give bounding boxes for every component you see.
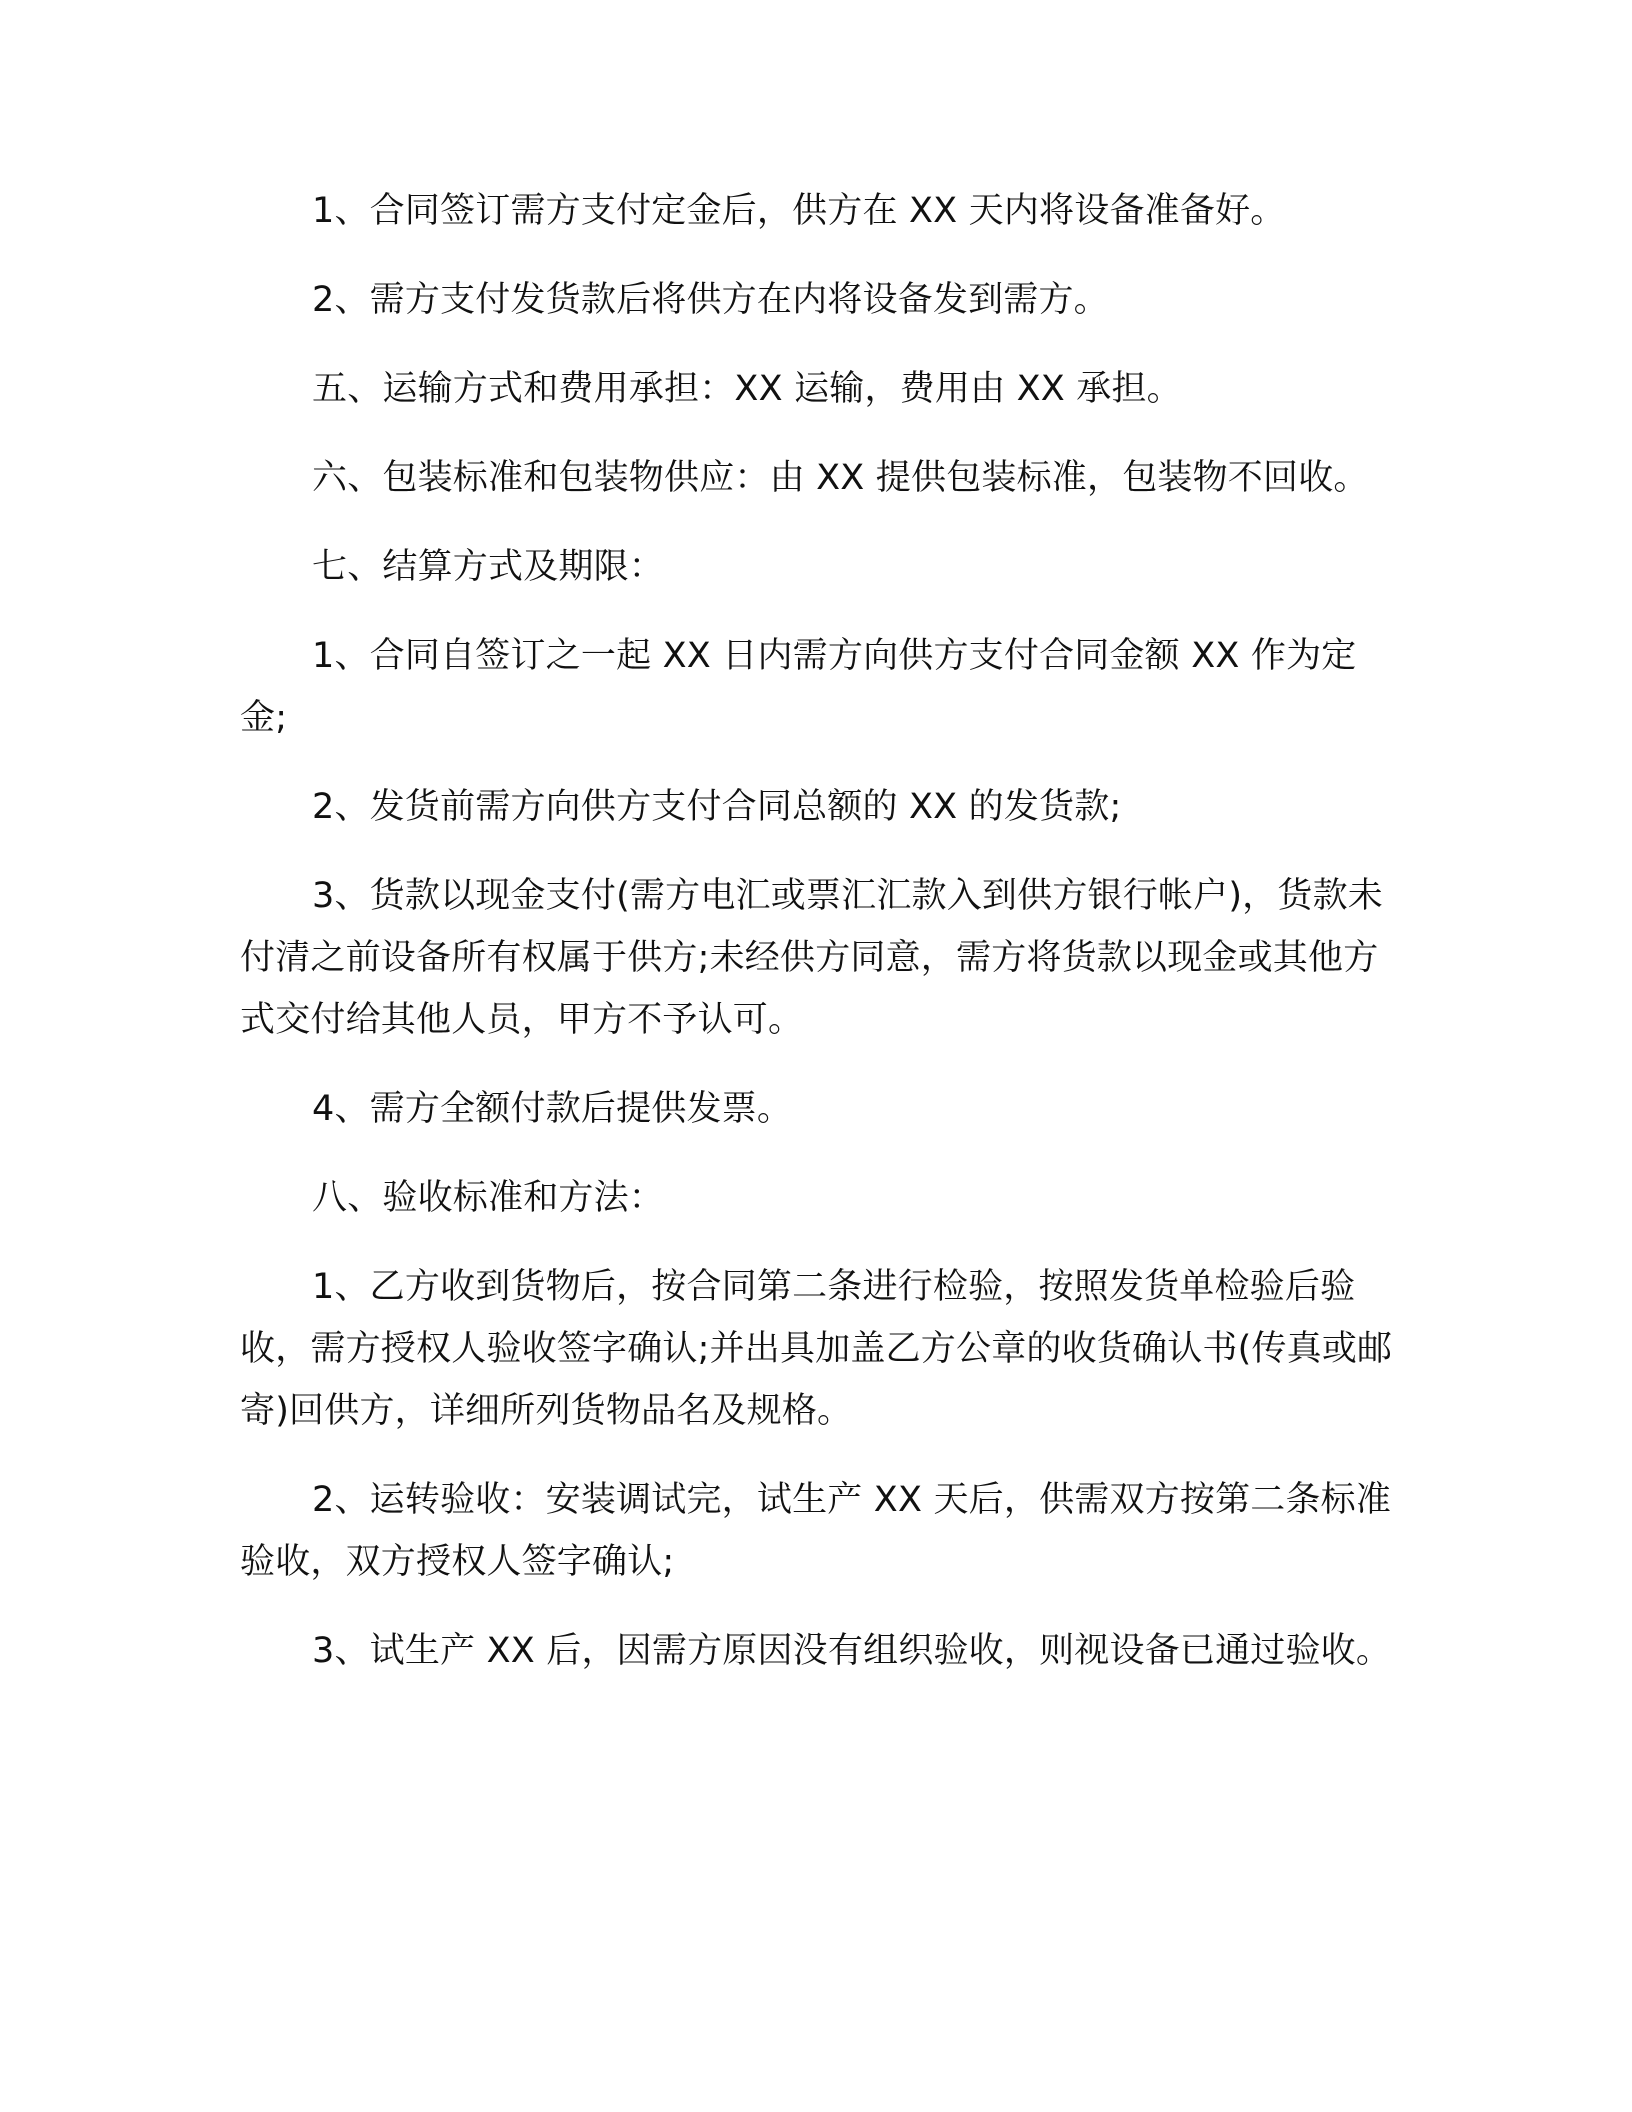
document-body (240, 180, 1400, 1709)
paragraph: 1、合同签订需方支付定金后，供方在 XX 天内将设备准备好。 (312, 191, 1286, 231)
paragraph: 2、发货前需方向供方支付合同总额的 XX 的发货款; (312, 787, 1122, 827)
paragraph: 1、合同自签订之一起 XX 日内需方向供方支付合同金额 XX 作为定金; (240, 636, 1357, 738)
paragraph: 4、需方全额付款后提供发票。 (312, 1089, 793, 1129)
paragraph: 1、乙方收到货物后，按合同第二条进行检验，按照发货单检验后验收，需方授权人验收签字确认;并出具加盖乙方公章的收货确认书(传真或邮寄)回供方，详细所列货物品名及规格。 (240, 1267, 1393, 1431)
section-heading: 七、结算方式及期限： (312, 547, 665, 587)
section-heading: 五、运输方式和费用承担：XX 运输，费用由 XX 承担。 (312, 369, 1182, 409)
paragraph: 3、货款以现金支付(需方电汇或票汇汇款入到供方银行帐户)，货款未付清之前设备所有权属于供方;未经供方同意，需方将货款以现金或其他方式交付给其他人员，甲方不予认可。 (240, 876, 1383, 1040)
paragraph: 2、运转验收：安装调试完，试生产 XX 天后，供需双方按第二条标准验收，双方授权人签字确认; (240, 1480, 1392, 1582)
section-heading: 八、验收标准和方法： (312, 1178, 665, 1218)
section-heading: 六、包装标准和包装物供应：由 XX 提供包装标准，包装物不回收。 (312, 458, 1369, 498)
paragraph: 3、试生产 XX 后，因需方原因没有组织验收，则视设备已通过验收。 (312, 1631, 1392, 1671)
paragraph: 2、需方支付发货款后将供方在内将设备发到需方。 (312, 280, 1109, 320)
